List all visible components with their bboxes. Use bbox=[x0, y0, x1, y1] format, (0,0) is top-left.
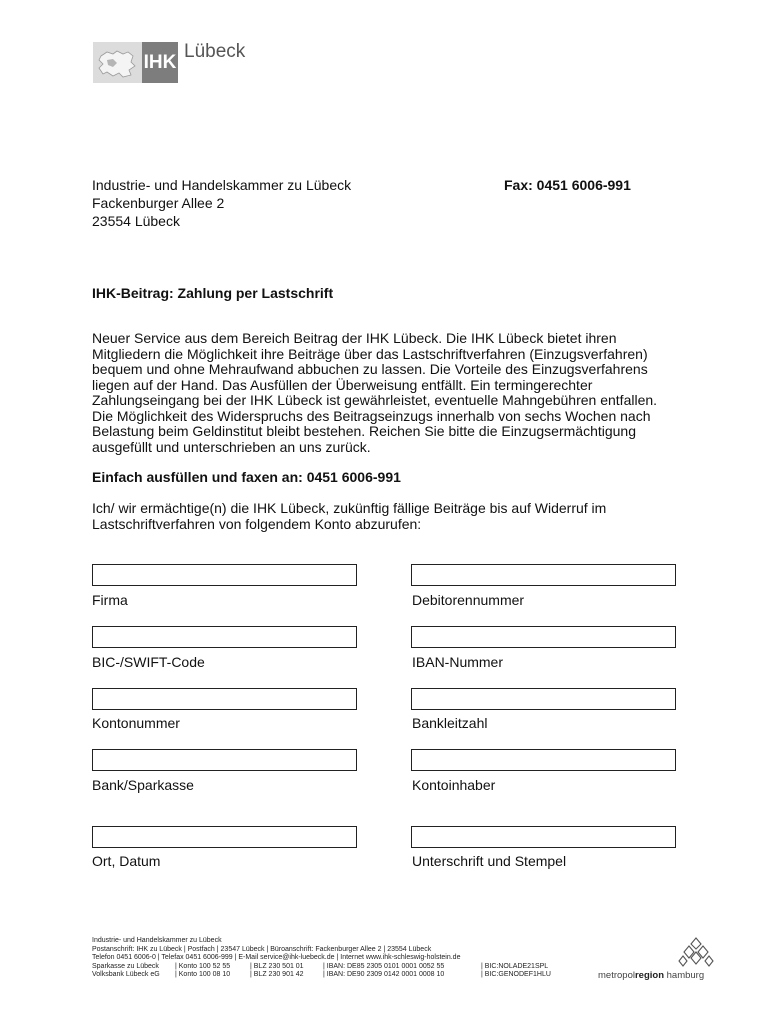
footer-bank-row bbox=[92, 971, 551, 980]
kontoinhaber-label: Kontoinhaber bbox=[412, 777, 496, 793]
bank-iban: | IBAN: DE85 2305 0101 0001 0052 55 bbox=[323, 962, 445, 970]
body-line: bequem und ohne Mehraufwand abbuchen zu lassen. Die Vorteile des Einzugsverfahrens bbox=[92, 361, 648, 377]
iban-input[interactable] bbox=[411, 626, 676, 648]
mandate-line: Lastschriftverfahren von folgendem Konto abzurufen: bbox=[92, 516, 422, 532]
bic-input[interactable] bbox=[92, 626, 357, 648]
kontonummer-input[interactable] bbox=[92, 688, 357, 710]
firma-label: Firma bbox=[92, 592, 128, 608]
kontonummer-label: Kontonummer bbox=[92, 715, 180, 731]
bank-bic: | BIC:NOLADE21SPL bbox=[481, 962, 549, 970]
logo-city: Lübeck bbox=[184, 41, 246, 62]
metropolregion-text bbox=[598, 970, 704, 981]
debitorennummer-input[interactable] bbox=[411, 564, 676, 586]
body-line: Mitgliedern die Möglichkeit ihre Beiträge über das Lastschriftverfahren (Einzugsverfahren) bbox=[92, 345, 648, 362]
footer bbox=[92, 937, 551, 980]
metropolregion-logo-icon bbox=[678, 936, 714, 968]
fax-instruction: Einfach ausfüllen und faxen an: 0451 6006-991 bbox=[92, 469, 401, 485]
body-line: Zahlungseingang bei der IHK Lübeck ist gewährleistet, eventuelle Mahngebühren entfallen. bbox=[92, 392, 658, 408]
iban-label: IBAN-Nummer bbox=[412, 654, 504, 670]
bank-blz: | BLZ 230 501 01 bbox=[250, 962, 304, 970]
body-line: Die Möglichkeit des Widerspruchs des Beitragseinzugs innerhalb von sechs Wochen nach bbox=[92, 407, 651, 424]
bank-name: Volksbank Lübeck eG bbox=[92, 971, 160, 979]
bic-label: BIC-/SWIFT-Code bbox=[92, 654, 205, 670]
fax-number: Fax: 0451 6006-991 bbox=[504, 177, 631, 193]
sender-address bbox=[92, 176, 351, 230]
body-paragraph bbox=[92, 331, 682, 455]
bank-name: Sparkasse zu Lübeck bbox=[92, 962, 159, 970]
schleswig-holstein-map-icon bbox=[93, 42, 142, 83]
subject-heading: IHK-Beitrag: Zahlung per Lastschrift bbox=[92, 285, 334, 301]
footer-line: Telefon 0451 6006-0 | Telefax 0451 6006-999 | E-Mail service@ihk-luebeck.de | Internet www.ihk-schleswig-holstein.de bbox=[92, 954, 461, 962]
ort-datum-label: Ort, Datum bbox=[92, 853, 161, 869]
body-line: Belastung beim Geldinstitut bleibt bestehen. Reichen Sie bitte die Einzugsermächtigung bbox=[92, 423, 636, 439]
bankleitzahl-input[interactable] bbox=[411, 688, 676, 710]
debitorennummer-label: Debitorennummer bbox=[412, 592, 525, 608]
body-line: liegen auf der Hand. Das Ausfüllen der Überweisung entfällt. Ein termingerechter bbox=[92, 376, 593, 393]
ort-datum-input[interactable] bbox=[92, 826, 357, 848]
metro-suffix: hamburg bbox=[664, 970, 705, 981]
metro-prefix: metropol bbox=[598, 970, 635, 981]
body-line: ausgefüllt und unterschrieben an uns zurück. bbox=[92, 438, 371, 455]
firma-input[interactable] bbox=[92, 564, 357, 586]
unterschrift-label: Unterschrift und Stempel bbox=[412, 853, 567, 869]
bank-konto: | Konto 100 08 10 bbox=[175, 971, 231, 979]
mandate-line: Ich/ wir ermächtige(n) die IHK Lübeck, zukünftig fällige Beiträge bis auf Widerruf im bbox=[92, 500, 607, 516]
unterschrift-input[interactable] bbox=[411, 826, 676, 848]
mandate-text bbox=[92, 500, 606, 532]
bank-bic: | BIC:GENODEF1HLU bbox=[481, 971, 551, 979]
metro-bold: region bbox=[634, 970, 664, 981]
bank-konto: | Konto 100 52 55 bbox=[175, 962, 231, 970]
footer-bank-row bbox=[92, 963, 551, 972]
bankleitzahl-label: Bankleitzahl bbox=[412, 715, 488, 731]
kontoinhaber-input[interactable] bbox=[411, 749, 676, 771]
body-line: Neuer Service aus dem Bereich Beitrag der IHK Lübeck. Die IHK Lübeck bietet ihren bbox=[92, 330, 617, 346]
address-line: Industrie- und Handelskammer zu Lübeck bbox=[92, 177, 352, 193]
footer-line: Industrie- und Handelskammer zu Lübeck bbox=[92, 937, 222, 944]
ihk-logo bbox=[93, 42, 245, 83]
bank-label: Bank/Sparkasse bbox=[92, 777, 194, 793]
bank-blz: | BLZ 230 901 42 bbox=[250, 971, 304, 979]
metropolregion-logo bbox=[598, 936, 718, 986]
logo-abbr: IHK bbox=[142, 42, 178, 83]
footer-line: Postanschrift: IHK zu Lübeck | Postfach | 23547 Lübeck | Büroanschrift: Fackenburger Allee 2 | 23554 Lübeck bbox=[92, 945, 432, 953]
bank-input[interactable] bbox=[92, 749, 357, 771]
address-line: Fackenburger Allee 2 bbox=[92, 195, 225, 211]
address-line: 23554 Lübeck bbox=[92, 213, 180, 229]
bank-iban: | IBAN: DE90 2309 0142 0001 0008 10 bbox=[323, 971, 445, 979]
